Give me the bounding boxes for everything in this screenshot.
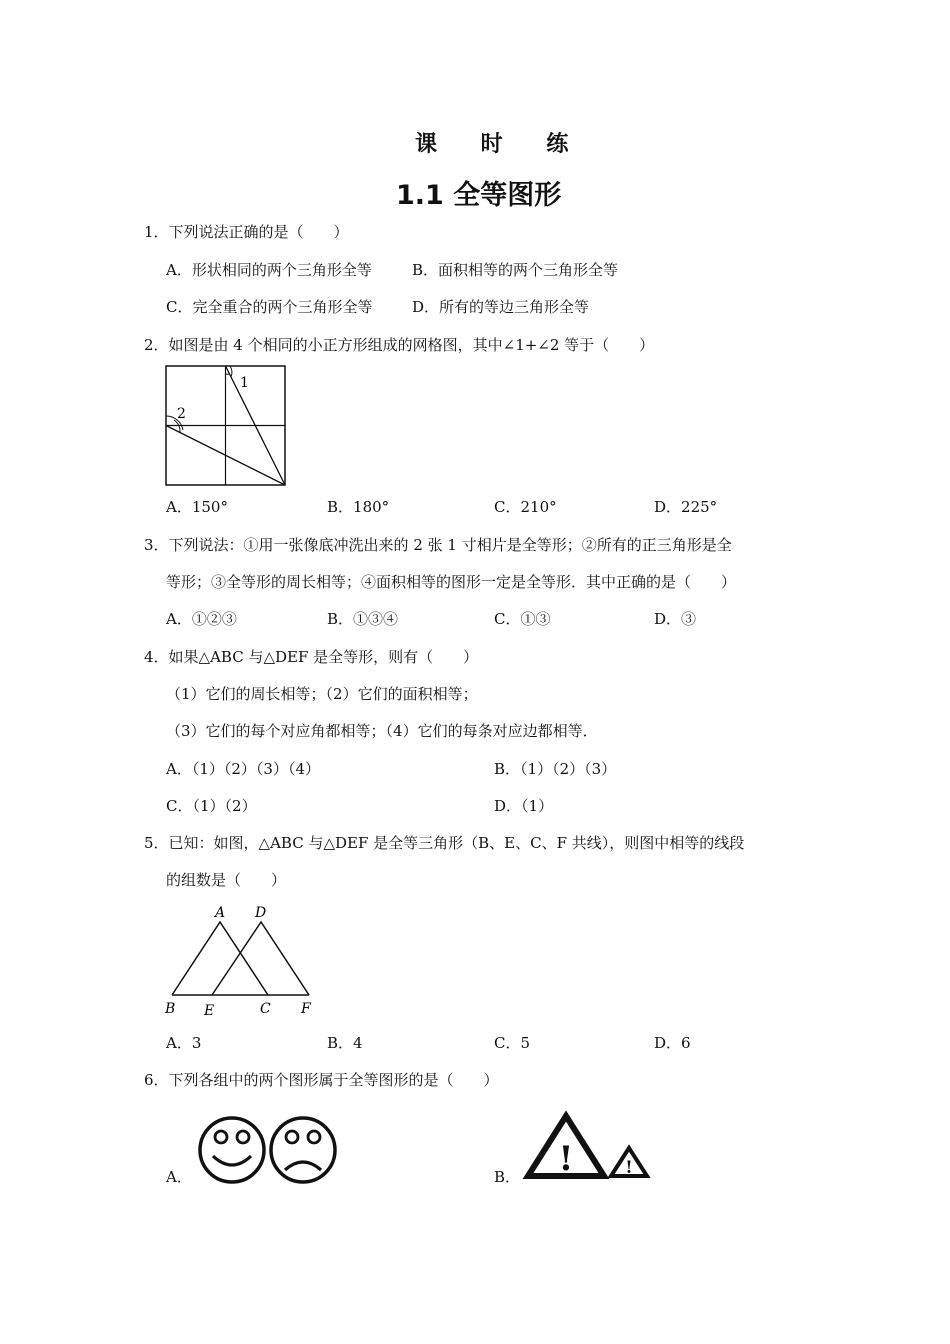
q3-option-a: A．①②③ <box>166 610 237 628</box>
q3-option-b: B．①③④ <box>327 610 399 628</box>
q4-option-a: A．（1）（2）（3）（4） <box>166 760 321 778</box>
q5-label-d: D <box>255 905 267 921</box>
sad-face-icon <box>271 1118 335 1182</box>
q5-option-c: C．5 <box>494 1034 531 1052</box>
q5-triangles-figure <box>160 900 330 1024</box>
warning-triangle-small-icon <box>611 1148 647 1178</box>
q2-stem: 2．如图是由 4 个相同的小正方形组成的网格图，其中∠1+∠2 等于（ ） <box>144 336 655 354</box>
q2-option-d: D．225° <box>654 498 718 516</box>
q6-smiley-faces-figure <box>195 1112 343 1188</box>
q6-warning-mark-large: ! <box>558 1139 574 1179</box>
q1-option-b: B．面积相等的两个三角形全等 <box>412 261 619 279</box>
q3-option-c: C．①③ <box>494 610 551 628</box>
q4-statement-line2: （3）它们的每个对应角都相等；（4）它们的每条对应边都相等． <box>166 722 598 740</box>
q2-grid-figure <box>160 360 292 492</box>
q3-stem-line1: 3．下列说法：①用一张像底冲洗出来的 2 张 1 寸相片是全等形；②所有的正三角形是全 <box>144 536 732 554</box>
q1-stem: 1．下列说法正确的是（ ） <box>144 223 349 241</box>
q2-option-a: A．150° <box>166 498 228 516</box>
q6-warning-signs-figure <box>522 1110 654 1182</box>
q5-label-e: E <box>204 1003 215 1019</box>
q3-stem-line2: 等形；③全等形的周长相等；④面积相等的图形一定是全等形．其中正确的是（ ） <box>166 573 737 591</box>
q4-option-d: D．（1） <box>494 797 554 815</box>
q5-stem-line2: 的组数是（ ） <box>166 871 287 889</box>
q4-option-c: C．（1）（2） <box>166 797 257 815</box>
q2-angle-1-label: 1 <box>240 375 249 391</box>
q5-label-f: F <box>301 1001 311 1017</box>
page-title: 课 时 练 <box>415 131 587 157</box>
q6-warning-mark-small: ! <box>625 1158 633 1178</box>
q4-option-b: B．（1）（2）（3） <box>494 760 617 778</box>
lesson-title: 1.1 全等图形 <box>396 180 562 211</box>
q1-option-d: D．所有的等边三角形全等 <box>412 298 590 316</box>
q4-stem: 4．如果△ABC 与△DEF 是全等形，则有（ ） <box>144 648 479 666</box>
q3-option-d: D．③ <box>654 610 697 628</box>
q5-label-b: B <box>165 1001 176 1017</box>
happy-face-icon <box>200 1118 264 1182</box>
q6-option-b: B． <box>494 1168 521 1186</box>
warning-triangle-large-icon <box>528 1116 604 1179</box>
q5-label-a: A <box>215 905 226 921</box>
q2-option-c: C．210° <box>494 498 557 516</box>
q1-option-c: C．完全重合的两个三角形全等 <box>166 298 373 316</box>
q2-option-b: B．180° <box>327 498 390 516</box>
q5-option-a: A．3 <box>166 1034 202 1052</box>
q6-stem: 6．下列各组中的两个图形属于全等图形的是（ ） <box>144 1071 499 1089</box>
q5-label-c: C <box>260 1001 271 1017</box>
q1-option-a: A．形状相同的两个三角形全等 <box>166 261 372 279</box>
q4-statement-line1: （1）它们的周长相等；（2）它们的面积相等； <box>166 685 478 703</box>
q2-angle-2-label: 2 <box>177 406 186 422</box>
q5-option-d: D．6 <box>654 1034 691 1052</box>
q5-option-b: B．4 <box>327 1034 363 1052</box>
q5-stem-line1: 5．已知：如图，△ABC 与△DEF 是全等三角形（B、E、C、F 共线），则图中相等的线段 <box>144 834 745 852</box>
q6-option-a: A． <box>166 1168 192 1186</box>
